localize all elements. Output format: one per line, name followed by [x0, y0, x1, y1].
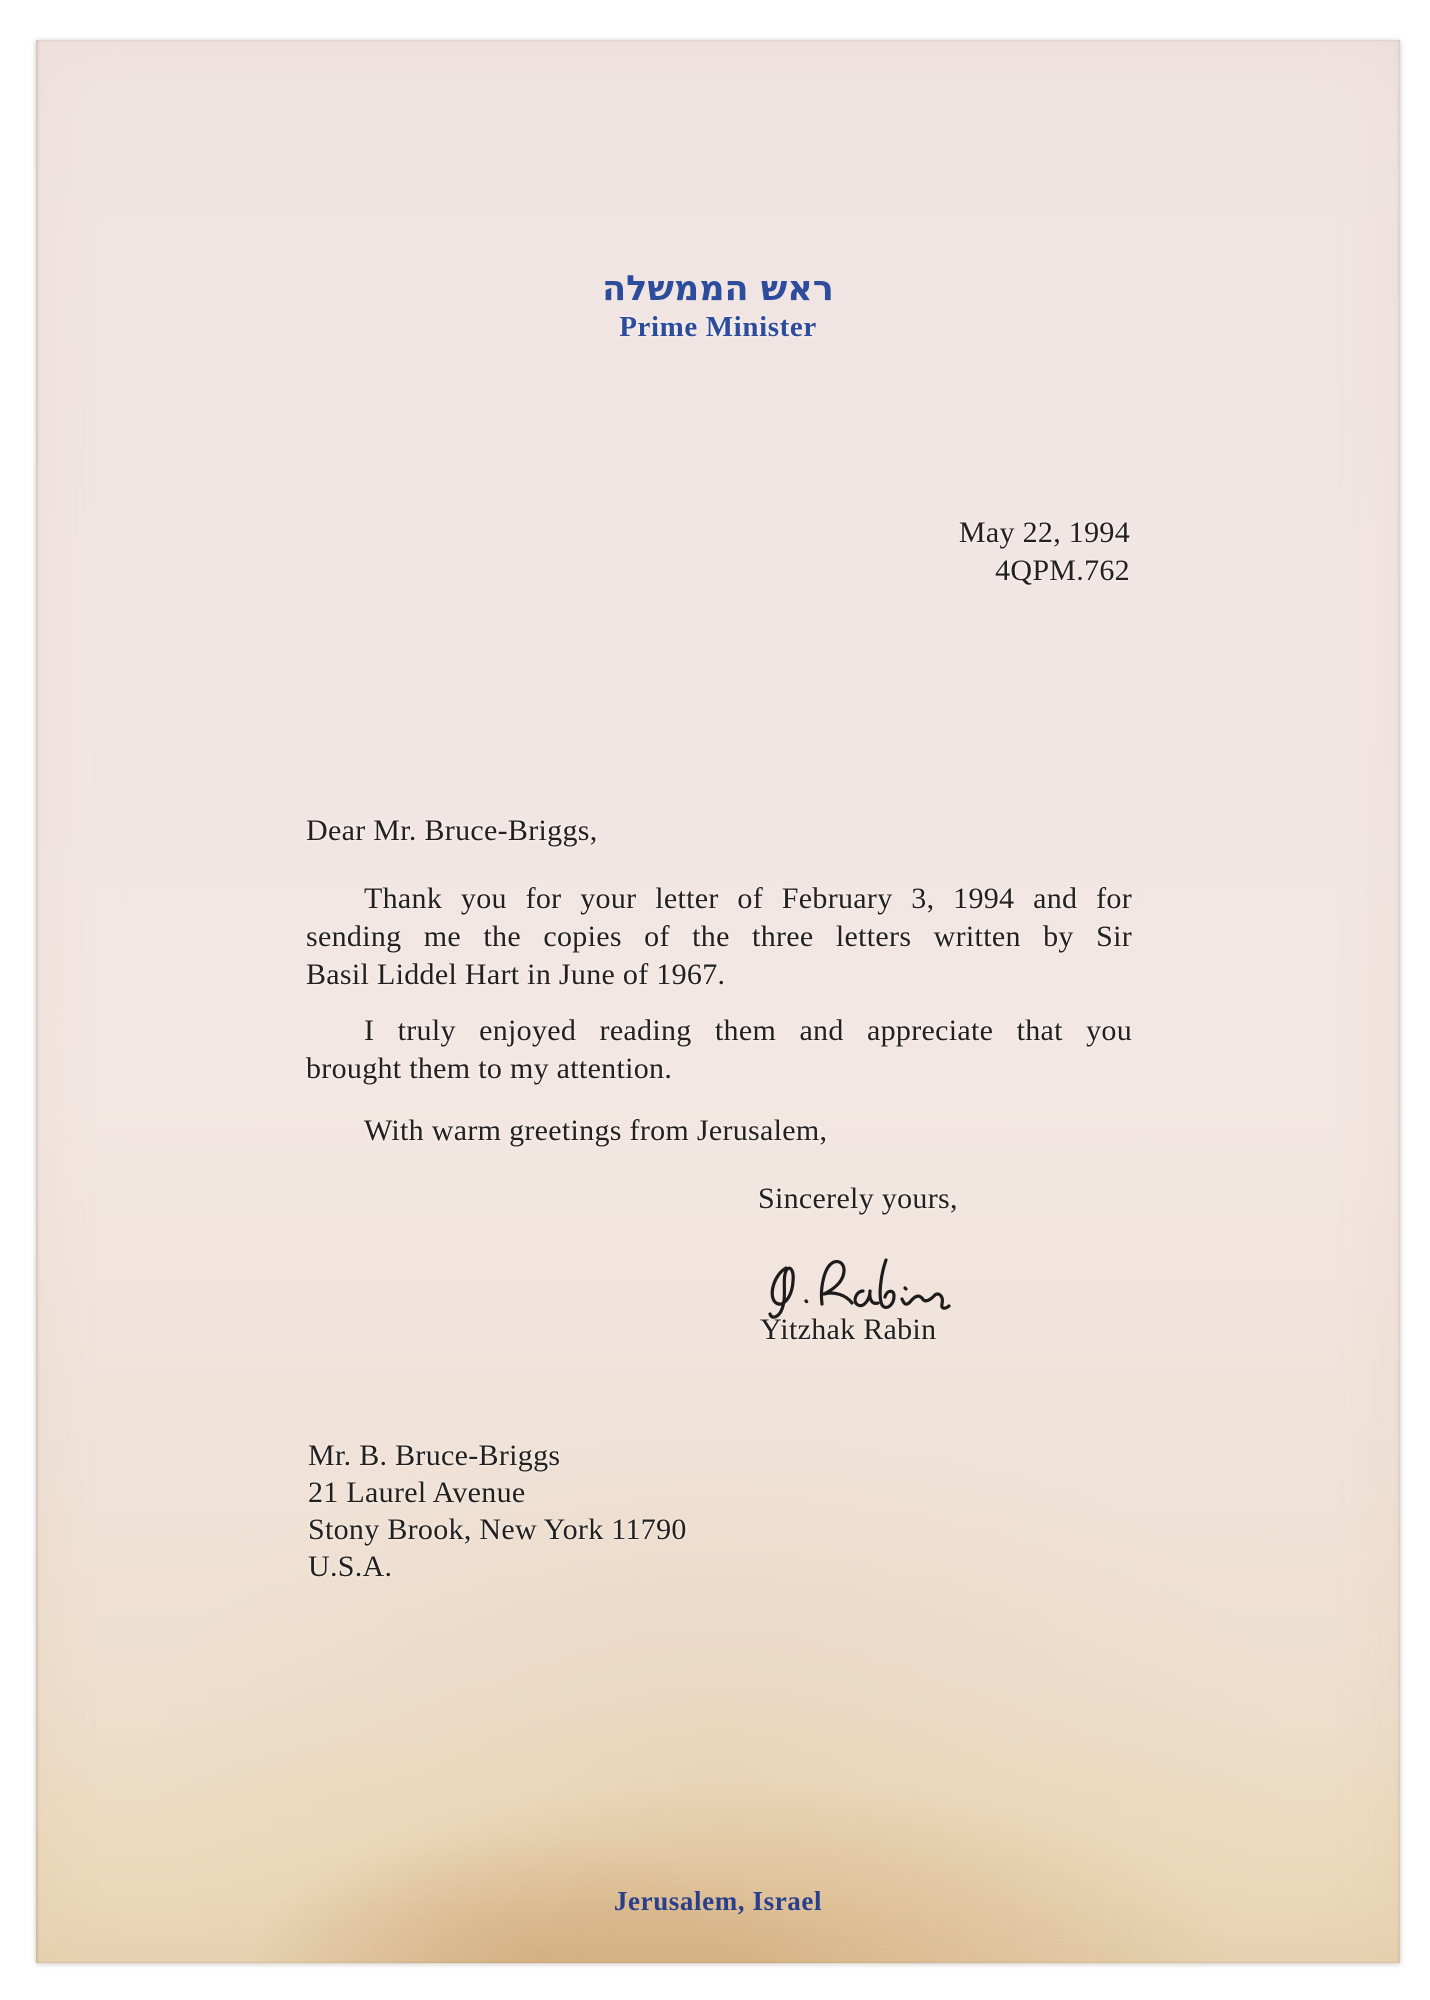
greeting-line: With warm greetings from Jerusalem,	[364, 1114, 828, 1147]
closing-phrase: Sincerely yours,	[758, 1182, 958, 1215]
letter-date: May 22, 1994	[958, 516, 1130, 549]
letterhead	[36, 268, 1400, 344]
paragraph-line: I truly enjoyed reading them and appreciate that you	[364, 1014, 1132, 1047]
paragraph-line: sending me the copies of the three letters written by Sir	[306, 920, 1132, 953]
address-line: U.S.A.	[308, 1550, 393, 1583]
footer-location: Jerusalem, Israel	[613, 1886, 823, 1916]
letterhead-english-title: Prime Minister	[619, 311, 817, 343]
salutation: Dear Mr. Bruce-Briggs,	[306, 814, 598, 847]
date-reference-block	[959, 514, 1130, 590]
paragraph-line: Basil Liddel Hart in June of 1967.	[306, 958, 726, 991]
address-line: Stony Brook, New York 11790	[308, 1513, 687, 1546]
address-line: Mr. B. Bruce-Briggs	[308, 1439, 561, 1472]
closing-block	[758, 1180, 974, 1348]
address-line: 21 Laurel Avenue	[308, 1476, 526, 1509]
signer-typed-name: Yitzhak Rabin	[760, 1313, 937, 1346]
recipient-address	[308, 1437, 687, 1585]
body-paragraph-1	[306, 880, 1132, 994]
reference-number: 4QPM.762	[995, 554, 1130, 587]
paragraph-line: Thank you for your letter of February 3, 1994 and for	[364, 882, 1132, 915]
letterhead-hebrew-title: ראש הממשלה	[602, 269, 834, 309]
letter-page	[36, 40, 1400, 1963]
paragraph-line: brought them to my attention.	[306, 1052, 673, 1085]
body-paragraph-2	[306, 1012, 1132, 1088]
